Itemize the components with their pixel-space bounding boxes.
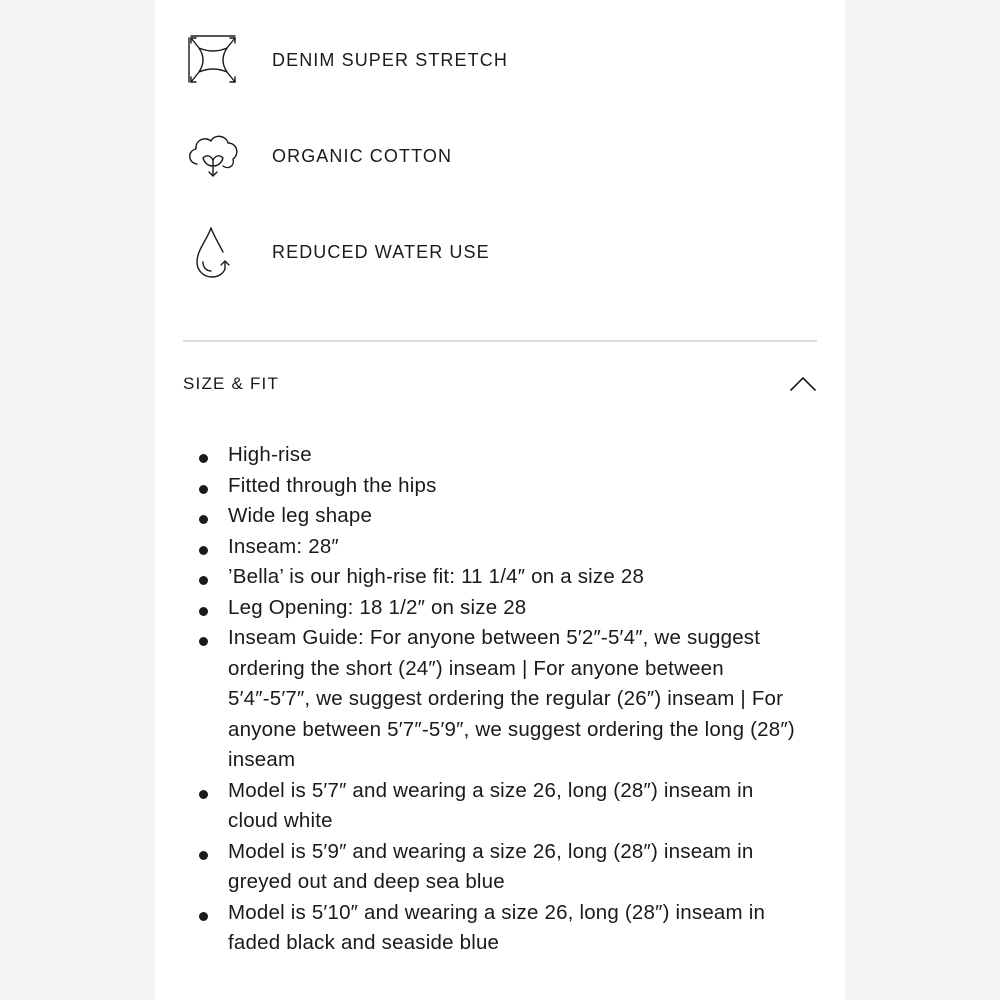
chevron-up-icon[interactable] (787, 372, 817, 396)
list-item (199, 776, 799, 837)
list-item-text: Fitted through the hips (228, 473, 437, 497)
list-item (199, 593, 799, 624)
list-item (199, 562, 799, 593)
list-item-text: Wide leg shape (228, 504, 373, 527)
size-fit-title: SIZE & FIT (183, 374, 280, 393)
stretch-arrows-icon (183, 30, 243, 90)
bullet-icon (199, 546, 208, 555)
bullet-icon (199, 485, 208, 494)
section-divider (183, 340, 817, 342)
list-item-text: Inseam Guide: For anyone between 5′2″-5′4″, we suggest ordering the short (24″) inseam | For anyone between 5′4″-5′7″, we suggest ordering the regular (26″) inseam | For anyone between 5′7″-5′9″, we suggest ordering the long (28″) inseam (228, 626, 795, 771)
list-item (199, 501, 799, 532)
bullet-icon (199, 607, 208, 616)
bullet-icon (199, 576, 208, 585)
water-drop-icon (183, 222, 243, 282)
feature-denim-super-stretch (183, 30, 508, 90)
list-item-text: Model is 5′7″ and wearing a size 26, long (28″) inseam in cloud white (228, 778, 754, 832)
list-item-text: Inseam: 28″ (228, 534, 339, 558)
bullet-icon (199, 515, 208, 524)
list-item (199, 440, 799, 471)
product-details-panel (155, 0, 845, 1000)
feature-label: REDUCED WATER USE (272, 241, 490, 262)
bullet-icon (199, 637, 208, 646)
feature-organic-cotton (183, 126, 453, 186)
bullet-icon (199, 912, 208, 921)
list-item-text: High-rise (228, 443, 312, 466)
list-item (199, 898, 799, 959)
size-fit-accordion-toggle[interactable] (183, 366, 817, 402)
cotton-icon (183, 126, 243, 186)
list-item-text: ’Bella’ is our high-rise fit: 11 1/4″ on a size 28 (228, 565, 645, 588)
list-item (199, 532, 799, 563)
list-item-text: Model is 5′10″ and wearing a size 26, long (28″) inseam in faded black and seaside blue (228, 900, 766, 954)
size-fit-list (199, 440, 799, 959)
list-item-text: Leg Opening: 18 1/2″ on size 28 (228, 595, 527, 619)
list-item-text: Model is 5′9″ and wearing a size 26, long (28″) inseam in greyed out and deep sea blue (228, 839, 754, 893)
feature-label: DENIM SUPER STRETCH (272, 49, 508, 70)
list-item (199, 623, 799, 776)
bullet-icon (199, 454, 208, 463)
feature-reduced-water-use (183, 222, 490, 282)
bullet-icon (199, 851, 208, 860)
list-item (199, 837, 799, 898)
bullet-icon (199, 790, 208, 799)
feature-label: ORGANIC COTTON (272, 145, 453, 166)
list-item (199, 471, 799, 502)
